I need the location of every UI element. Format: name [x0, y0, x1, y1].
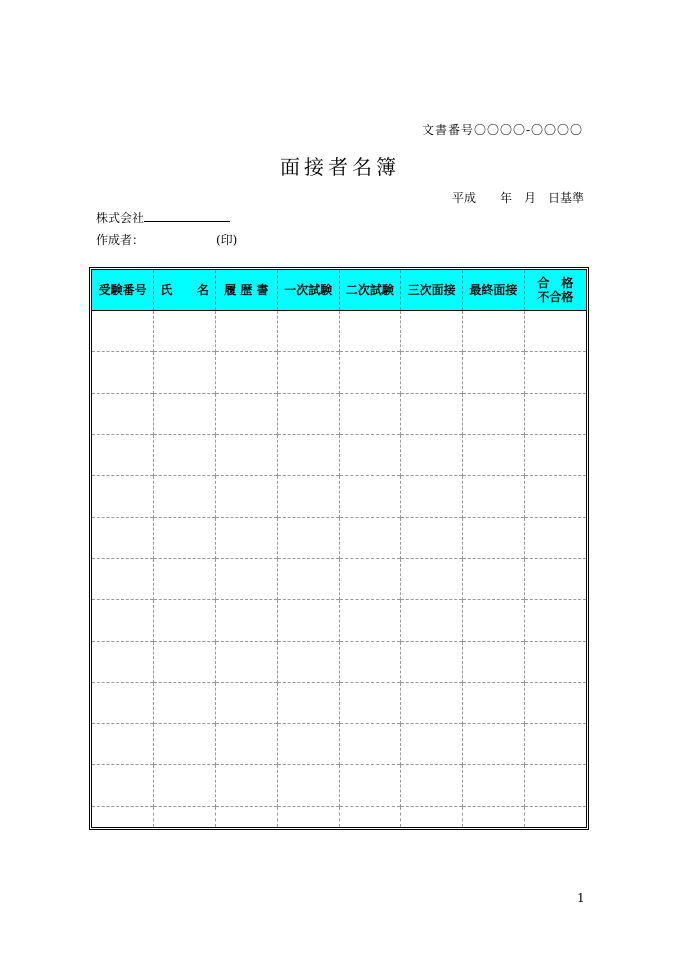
table-cell[interactable] — [339, 393, 401, 434]
table-cell[interactable] — [401, 434, 463, 475]
table-cell[interactable] — [277, 393, 339, 434]
table-row — [92, 600, 586, 641]
date-basis: 平成 年 月 日基準 — [451, 191, 584, 205]
table-row — [92, 517, 586, 558]
table-cell[interactable] — [524, 765, 586, 806]
header-final-interview: 最終面接 — [463, 270, 525, 311]
table-cell[interactable] — [339, 682, 401, 723]
table-cell[interactable] — [92, 682, 154, 723]
table-cell[interactable] — [463, 765, 525, 806]
table-cell[interactable] — [277, 352, 339, 393]
table-cell[interactable] — [401, 765, 463, 806]
table-cell[interactable] — [524, 393, 586, 434]
table-cell[interactable] — [401, 641, 463, 682]
table-cell[interactable] — [524, 724, 586, 765]
table-cell[interactable] — [463, 724, 525, 765]
table-cell[interactable] — [339, 476, 401, 517]
table-cell[interactable] — [524, 558, 586, 599]
table-cell[interactable] — [277, 476, 339, 517]
table-cell[interactable] — [154, 517, 216, 558]
table-cell[interactable] — [524, 476, 586, 517]
table-cell[interactable] — [401, 352, 463, 393]
table-row — [92, 352, 586, 393]
table-cell[interactable] — [154, 641, 216, 682]
page-number: 1 — [577, 891, 585, 905]
table-cell[interactable] — [463, 600, 525, 641]
table-cell[interactable] — [216, 600, 278, 641]
table-cell[interactable] — [524, 517, 586, 558]
header-result — [524, 270, 586, 311]
header-name-surname: 氏 — [160, 282, 173, 297]
table-cell[interactable] — [92, 434, 154, 475]
table-cell[interactable] — [277, 641, 339, 682]
table-cell[interactable] — [401, 517, 463, 558]
table-cell[interactable] — [277, 558, 339, 599]
header-third-interview: 三次面接 — [401, 270, 463, 311]
table-cell[interactable] — [463, 517, 525, 558]
table-cell[interactable] — [277, 600, 339, 641]
table-cell[interactable] — [524, 806, 586, 827]
table-cell[interactable] — [524, 641, 586, 682]
table-cell[interactable] — [339, 765, 401, 806]
header-name — [154, 270, 216, 311]
author-label: 作成者： — [96, 233, 145, 247]
table-cell[interactable] — [277, 806, 339, 827]
table-cell[interactable] — [216, 558, 278, 599]
table-cell[interactable] — [524, 434, 586, 475]
table-cell[interactable] — [154, 724, 216, 765]
table-cell[interactable] — [216, 476, 278, 517]
table-cell[interactable] — [92, 806, 154, 827]
table-cell[interactable] — [339, 517, 401, 558]
table-cell[interactable] — [277, 765, 339, 806]
table-cell[interactable] — [216, 765, 278, 806]
table-cell[interactable] — [339, 558, 401, 599]
table-cell[interactable] — [216, 393, 278, 434]
table-cell[interactable] — [463, 393, 525, 434]
table-cell[interactable] — [216, 434, 278, 475]
table-row — [92, 434, 586, 475]
table-cell[interactable] — [216, 682, 278, 723]
table-row — [92, 393, 586, 434]
table-cell[interactable] — [154, 806, 216, 827]
table-cell[interactable] — [154, 558, 216, 599]
table-row — [92, 765, 586, 806]
table-cell[interactable] — [524, 352, 586, 393]
header-exam-number: 受験番号 — [92, 270, 154, 311]
table-cell[interactable] — [339, 352, 401, 393]
table-cell[interactable] — [463, 641, 525, 682]
table-row — [92, 682, 586, 723]
header-resume: 履 歴 書 — [216, 270, 278, 311]
table-cell[interactable] — [401, 393, 463, 434]
table-cell[interactable] — [463, 476, 525, 517]
table-cell[interactable] — [401, 806, 463, 827]
header-second-exam: 二次試験 — [339, 270, 401, 311]
table-cell[interactable] — [401, 724, 463, 765]
table-cell[interactable] — [401, 600, 463, 641]
table-cell[interactable] — [463, 352, 525, 393]
table-cell[interactable] — [154, 682, 216, 723]
table-cell[interactable] — [463, 806, 525, 827]
table-cell[interactable] — [339, 724, 401, 765]
table-cell[interactable] — [401, 311, 463, 352]
table-cell[interactable] — [463, 682, 525, 723]
document-number: 文書番号〇〇〇〇-〇〇〇〇 — [421, 123, 583, 137]
table-cell[interactable] — [154, 476, 216, 517]
table-cell[interactable] — [339, 806, 401, 827]
table-cell[interactable] — [277, 434, 339, 475]
header-result-fail: 不合格 — [537, 290, 574, 304]
table-cell[interactable] — [154, 393, 216, 434]
table-cell[interactable] — [339, 434, 401, 475]
table-cell[interactable] — [277, 311, 339, 352]
table-cell[interactable] — [92, 600, 154, 641]
page-title: 面接者名簿 — [280, 155, 400, 179]
table-cell[interactable] — [92, 517, 154, 558]
company-name-line — [144, 209, 230, 222]
table-cell[interactable] — [463, 434, 525, 475]
table-cell[interactable] — [154, 765, 216, 806]
table-cell[interactable] — [401, 682, 463, 723]
table-row — [92, 806, 586, 827]
table-cell[interactable] — [339, 311, 401, 352]
table-cell[interactable] — [154, 434, 216, 475]
table-cell[interactable] — [339, 641, 401, 682]
table-cell[interactable] — [92, 765, 154, 806]
table-row — [92, 476, 586, 517]
table-cell[interactable] — [154, 311, 216, 352]
table-row — [92, 311, 586, 352]
table-header-row — [92, 270, 586, 311]
table-cell[interactable] — [277, 517, 339, 558]
table-body — [92, 311, 586, 828]
table-cell[interactable] — [154, 352, 216, 393]
table-cell[interactable] — [216, 352, 278, 393]
table-cell[interactable] — [92, 724, 154, 765]
table-cell[interactable] — [92, 641, 154, 682]
table-cell[interactable] — [216, 806, 278, 827]
table-row — [92, 641, 586, 682]
table-cell[interactable] — [463, 311, 525, 352]
header-name-given: 名 — [196, 282, 209, 297]
table-cell[interactable] — [463, 558, 525, 599]
table-cell[interactable] — [92, 393, 154, 434]
table-cell[interactable] — [92, 476, 154, 517]
header-first-exam: 一次試験 — [277, 270, 339, 311]
table-cell[interactable] — [92, 558, 154, 599]
table-cell[interactable] — [277, 724, 339, 765]
table-cell[interactable] — [524, 682, 586, 723]
table-cell[interactable] — [216, 517, 278, 558]
table-cell[interactable] — [524, 311, 586, 352]
company-label: 株式会社 — [96, 211, 145, 225]
interviewee-table — [92, 270, 586, 827]
table-cell[interactable] — [401, 558, 463, 599]
table-cell[interactable] — [277, 682, 339, 723]
table-cell[interactable] — [524, 600, 586, 641]
company-field — [96, 209, 230, 226]
table-cell[interactable] — [216, 641, 278, 682]
seal-mark: (印) — [216, 233, 238, 247]
table-cell[interactable] — [154, 600, 216, 641]
table-cell[interactable] — [401, 476, 463, 517]
table-cell[interactable] — [216, 311, 278, 352]
table-row — [92, 558, 586, 599]
header-result-pass: 合 格 — [537, 275, 574, 290]
table-cell[interactable] — [92, 352, 154, 393]
table-row — [92, 724, 586, 765]
table-cell[interactable] — [339, 600, 401, 641]
table-cell[interactable] — [216, 724, 278, 765]
table-cell[interactable] — [92, 311, 154, 352]
interviewee-table-frame — [89, 267, 589, 830]
